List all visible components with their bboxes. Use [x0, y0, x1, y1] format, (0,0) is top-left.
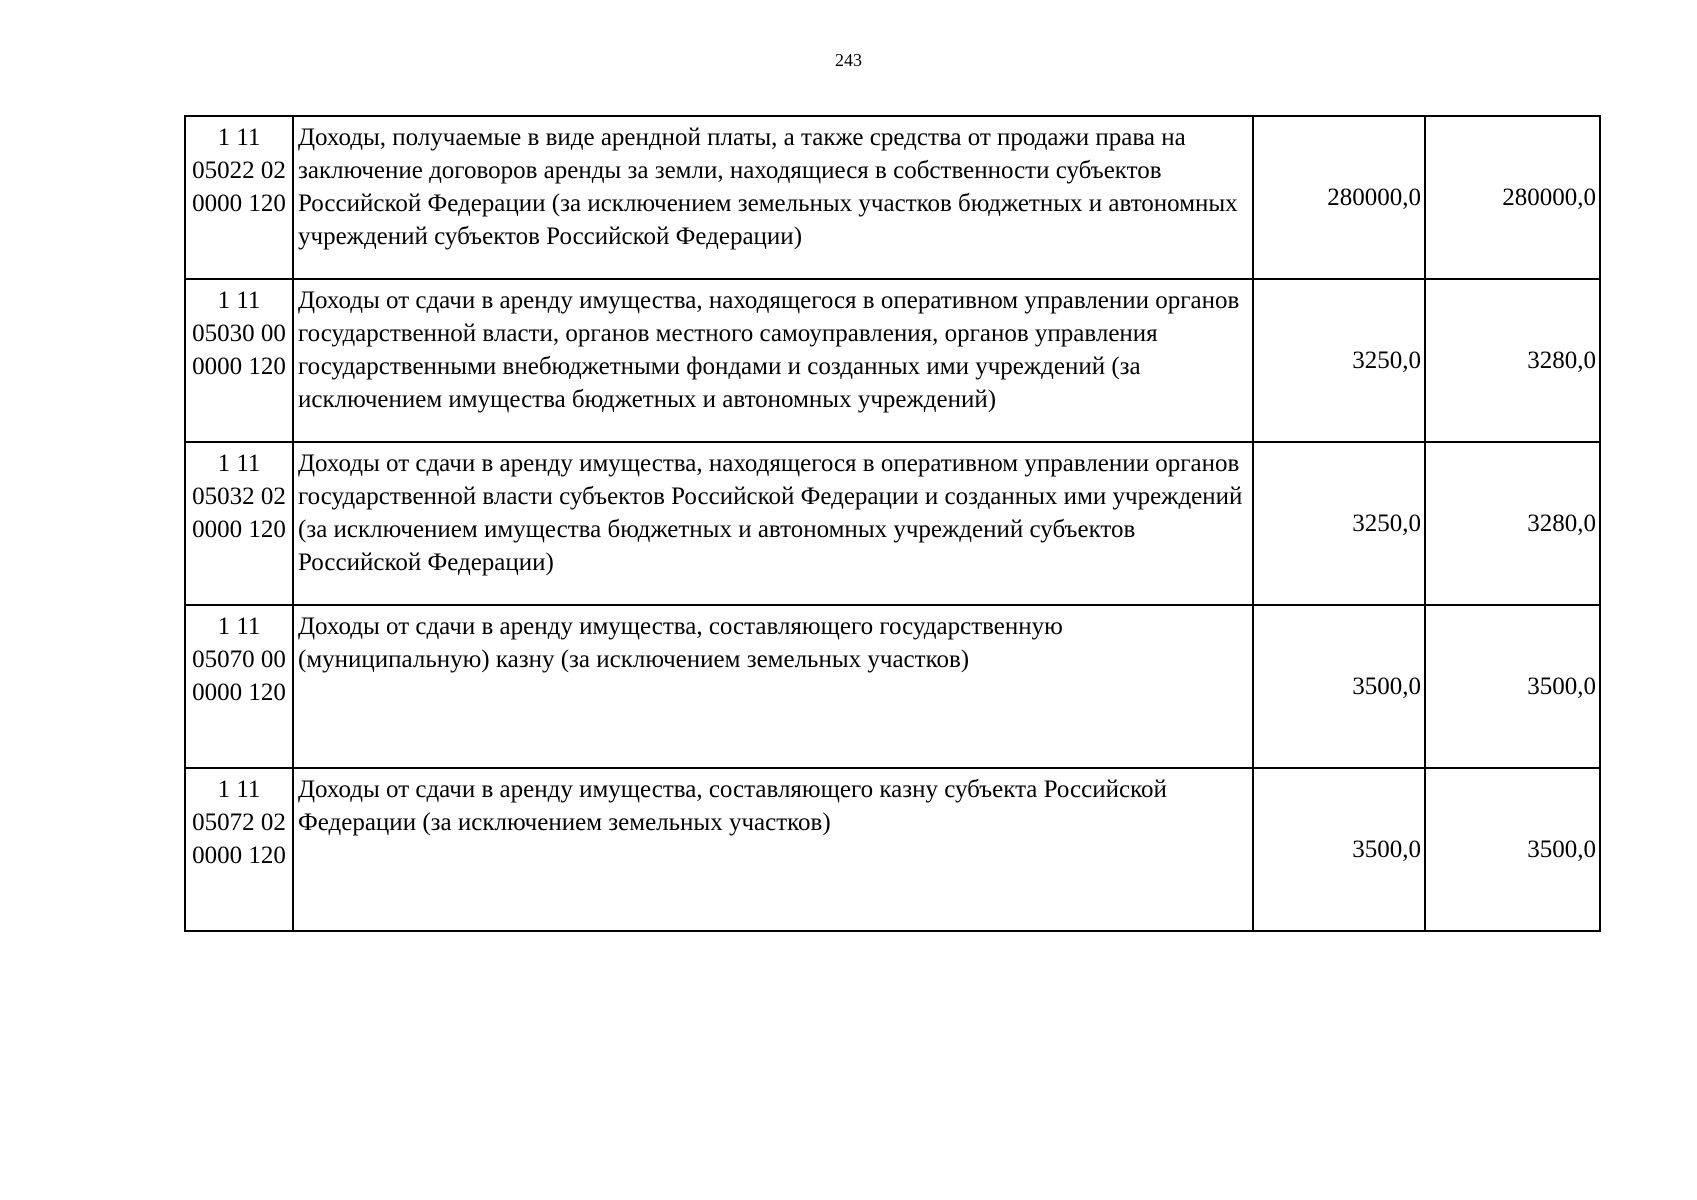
description-cell: Доходы, получаемые в виде арендной платы, а также средства от продажи права на заключение договоров аренды за земли, находящиеся в собственности субъектов Российской Федерации (за исключением земельных участков бюджетных и автономных учреждений субъектов Российской Федерации)	[293, 116, 1253, 279]
value-cell-2: 3500,0	[1425, 768, 1600, 931]
table-row	[185, 116, 1600, 279]
value-cell-1: 3500,0	[1253, 605, 1425, 768]
page-number: 243	[835, 50, 862, 70]
budget-code-cell: 1 11 05072 02 0000 120	[185, 768, 293, 931]
value-cell-1: 3250,0	[1253, 442, 1425, 605]
table-row	[185, 279, 1600, 442]
table-row	[185, 605, 1600, 768]
value-cell-2: 3280,0	[1425, 279, 1600, 442]
description-cell: Доходы от сдачи в аренду имущества, составляющего государственную (муниципальную) казну (за исключением земельных участков)	[293, 605, 1253, 768]
value-cell-1: 3500,0	[1253, 768, 1425, 931]
budget-code-cell: 1 11 05022 02 0000 120	[185, 116, 293, 279]
description-cell: Доходы от сдачи в аренду имущества, находящегося в оперативном управлении органов государственной власти, органов местного самоуправления, органов управления государственными внебюджетными фондами и созданных ими учреждений (за исключением имущества бюджетных и автономных учреждений)	[293, 279, 1253, 442]
description-cell: Доходы от сдачи в аренду имущества, находящегося в оперативном управлении органов государственной власти субъектов Российской Федерации и созданных ими учреждений (за исключением имущества бюджетных и автономных учреждений субъектов Российской Федерации)	[293, 442, 1253, 605]
value-cell-1: 280000,0	[1253, 116, 1425, 279]
value-cell-2: 3280,0	[1425, 442, 1600, 605]
budget-code-cell: 1 11 05030 00 0000 120	[185, 279, 293, 442]
budget-code-cell: 1 11 05032 02 0000 120	[185, 442, 293, 605]
value-cell-2: 280000,0	[1425, 116, 1600, 279]
revenue-table	[184, 115, 1601, 932]
budget-code-cell: 1 11 05070 00 0000 120	[185, 605, 293, 768]
table-row	[185, 768, 1600, 931]
value-cell-1: 3250,0	[1253, 279, 1425, 442]
table-row	[185, 442, 1600, 605]
value-cell-2: 3500,0	[1425, 605, 1600, 768]
description-cell: Доходы от сдачи в аренду имущества, составляющего казну субъекта Российской Федерации (за исключением земельных участков)	[293, 768, 1253, 931]
